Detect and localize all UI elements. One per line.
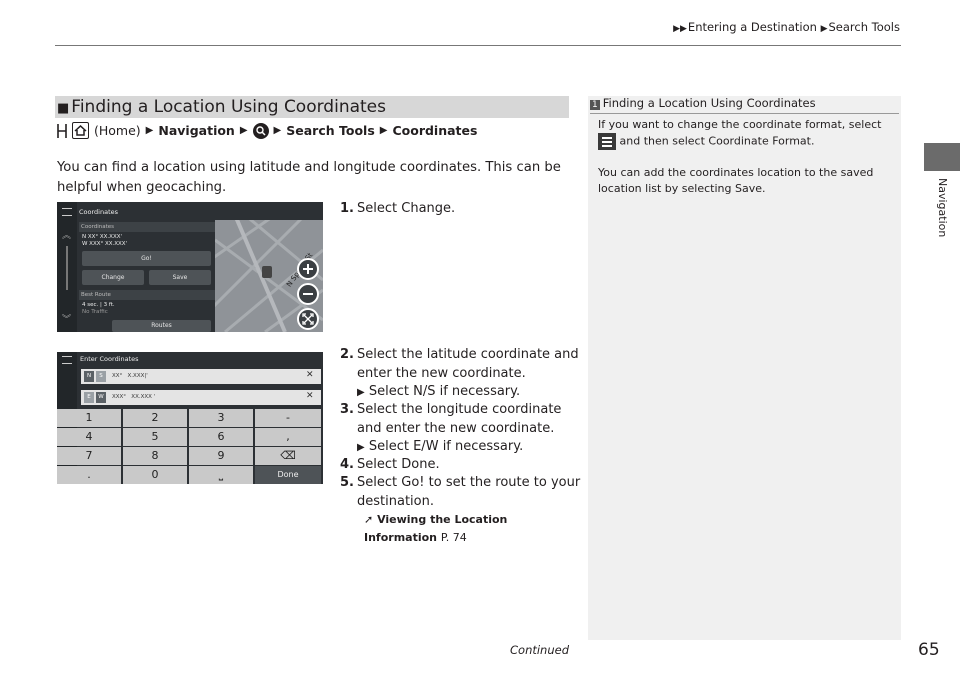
- arrow-icon: ▶: [379, 125, 388, 136]
- keypad-key[interactable]: 1: [57, 409, 121, 427]
- fullscreen-button[interactable]: [297, 308, 319, 330]
- square-bullet-icon: ■: [57, 101, 70, 116]
- cross-reference[interactable]: ➚ Viewing the Location: [364, 513, 508, 526]
- keypad-key[interactable]: 6: [189, 428, 253, 446]
- section-title: ■ Finding a Location Using Coordinates: [57, 97, 386, 117]
- continued-label: Continued: [510, 643, 570, 657]
- arrow-icon: ▶: [239, 125, 248, 136]
- north-button[interactable]: N: [84, 371, 94, 382]
- longitude-value: W XXX° XX.XXX': [82, 241, 128, 247]
- keypad-key[interactable]: 7: [57, 447, 121, 465]
- arrow-icon: ▶: [820, 24, 828, 34]
- keypad-key[interactable]: 2: [123, 409, 187, 427]
- screen-title: Coordinates: [79, 208, 119, 216]
- step-2: 2. Select the latitude coordinate and enter the new coordinate. ▶ Select N/S if necessary.: [340, 347, 579, 399]
- section-label: Best Route: [79, 290, 215, 300]
- arrow-icon: ▶: [357, 387, 365, 398]
- longitude-field: XXX° XX.XXX ': [112, 394, 156, 400]
- breadcrumb-item: Entering a Destination: [687, 20, 817, 34]
- navigation-path: (Home) ▶ Navigation ▶ ▶ Search Tools ▶ Coordinates: [57, 122, 477, 139]
- cross-reference-cont[interactable]: Information P. 74: [364, 531, 467, 544]
- double-arrow-icon: ▶▶: [673, 24, 687, 34]
- notes-divider: [590, 113, 899, 114]
- menu-icon[interactable]: [62, 356, 72, 364]
- keypad-key[interactable]: 3: [189, 409, 253, 427]
- header-divider: [55, 45, 901, 46]
- menu-icon[interactable]: [62, 208, 72, 216]
- latitude-field: XX° X.XXX|': [112, 373, 148, 379]
- arrow-icon: ▶: [273, 125, 282, 136]
- notes-paragraph-1: If you want to change the coordinate format, select and then select Coordinate Format.: [598, 117, 893, 150]
- clear-icon[interactable]: ✕: [306, 370, 314, 380]
- zoom-in-button[interactable]: [297, 258, 319, 280]
- coordinates-screen: [57, 202, 323, 332]
- keypad-key[interactable]: ⎵: [189, 466, 253, 484]
- chapter-tab-marker: [924, 143, 960, 171]
- latitude-value: N XX° XX.XXX': [82, 234, 122, 240]
- south-button[interactable]: S: [96, 371, 106, 382]
- keypad-key[interactable]: 5: [123, 428, 187, 446]
- chapter-tab-label: Navigation: [936, 178, 949, 238]
- keypad-key[interactable]: ,: [255, 428, 321, 446]
- keypad-key[interactable]: ⌫: [255, 447, 321, 465]
- scrollbar[interactable]: [66, 246, 68, 290]
- routes-button[interactable]: Routes: [112, 320, 211, 332]
- intro-paragraph: You can find a location using latitude and longitude coordinates. This can be helpful when geocaching.: [57, 160, 561, 195]
- keypad-key[interactable]: Done: [255, 466, 321, 484]
- keypad-key[interactable]: .: [57, 466, 121, 484]
- home-icon: [72, 122, 89, 139]
- search-icon: [253, 123, 269, 139]
- breadcrumb-item: Search Tools: [828, 20, 900, 34]
- notes-heading: 1 Finding a Location Using Coordinates: [592, 96, 816, 110]
- keypad-key[interactable]: 9: [189, 447, 253, 465]
- notes-paragraph-2: You can add the coordinates location to the saved location list by selecting Save.: [598, 166, 874, 195]
- keypad-key[interactable]: 8: [123, 447, 187, 465]
- change-button[interactable]: Change: [82, 270, 144, 285]
- scroll-up-icon[interactable]: ︽: [62, 231, 72, 241]
- go-button[interactable]: Go!: [82, 251, 211, 266]
- section-label: Coordinates: [79, 222, 215, 232]
- step-3: 3. Select the longitude coordinate and enter the new coordinate. ▶ Select E/W if necessary.: [340, 402, 562, 454]
- east-button[interactable]: E: [84, 392, 94, 403]
- traffic-status: No Traffic: [82, 309, 108, 315]
- save-button[interactable]: Save: [149, 270, 211, 285]
- map-pin-icon: [262, 266, 272, 278]
- step-4: 4. Select Done.: [340, 457, 440, 472]
- screen-title: Enter Coordinates: [80, 355, 139, 363]
- h-prefix-icon: [57, 123, 67, 139]
- page-number: 65: [918, 640, 940, 660]
- arrow-icon: ▶: [357, 442, 365, 453]
- keypad-key[interactable]: -: [255, 409, 321, 427]
- clear-icon[interactable]: ✕: [306, 391, 314, 401]
- west-button[interactable]: W: [96, 392, 106, 403]
- arrow-icon: ▶: [145, 125, 154, 136]
- route-eta: 4 sec. | 3 ft.: [82, 302, 115, 308]
- zoom-out-button[interactable]: [297, 283, 319, 305]
- menu-icon: [598, 133, 616, 150]
- street-label: N St: [285, 251, 315, 289]
- scroll-down-icon[interactable]: ︾: [62, 315, 72, 325]
- keypad-key[interactable]: 4: [57, 428, 121, 446]
- step-5: 5. Select Go! to set the route to your destination. ➚ Viewing the Location Information P. 74: [340, 474, 580, 547]
- reference-icon: ➚: [364, 513, 374, 526]
- step-1: 1. Select Change.: [340, 201, 456, 216]
- enter-coordinates-screen: [57, 352, 323, 484]
- breadcrumb: [673, 20, 900, 34]
- keypad-key[interactable]: 0: [123, 466, 187, 484]
